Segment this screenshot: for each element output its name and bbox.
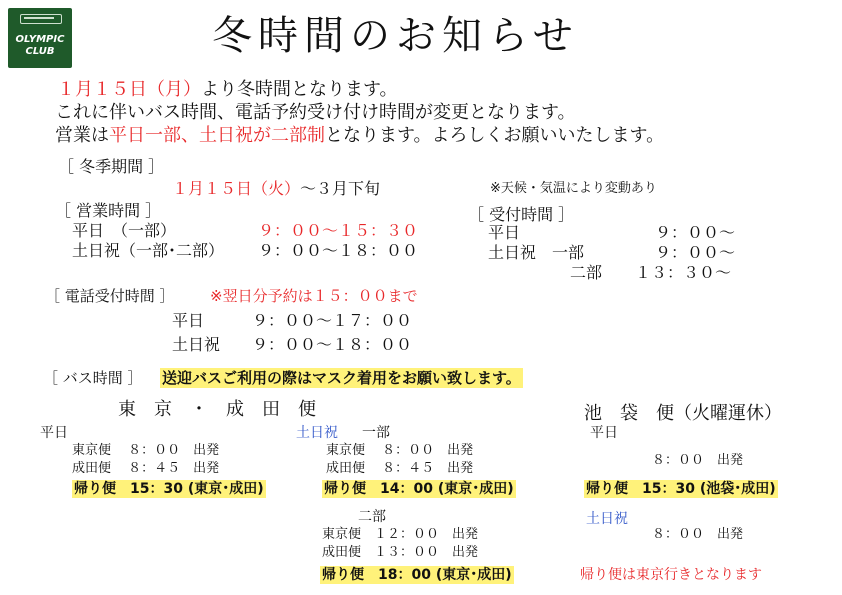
season-period <box>172 178 380 200</box>
reception-holiday-part2-label: 二部 <box>570 263 603 282</box>
tn-holiday-tokyo-departure-1: 東京便 ８：００ 出発 <box>326 443 474 458</box>
phone-weekday-time: ９：００～１７：００ <box>252 311 413 330</box>
ike-weekday-return: 帰り便 15：30 (池袋･成田) <box>586 481 776 497</box>
business-weekday-label: 平日 （一部） <box>72 221 177 240</box>
ike-holiday-label: 土日祝 <box>586 511 628 527</box>
reception-holiday-part1-time: ９：００～ <box>655 243 736 262</box>
bus-hours-label: ［ バス時間 ］ <box>43 369 143 387</box>
tn-holiday-part2-label: 二部 <box>358 509 386 525</box>
tn-weekday-label: 平日 <box>40 425 68 441</box>
phone-weekday-label: 平日 <box>172 311 205 330</box>
intro-line2: これに伴いバス時間、電話予約受け付け時間が変更となります。 <box>55 102 576 123</box>
phone-holiday-time: ９：００～１８：００ <box>252 335 413 354</box>
business-holiday-label: 土日祝（一部･二部） <box>72 241 225 260</box>
tn-holiday-narita-departure-2: 成田便 １３：００ 出発 <box>322 545 479 560</box>
ike-weekday-label: 平日 <box>590 425 618 441</box>
season-end: ～３月下旬 <box>300 179 381 198</box>
olympic-club-logo <box>8 8 72 68</box>
business-holiday-time: ９：００～１８：００ <box>258 241 419 260</box>
reception-weekday-label: 平日 <box>488 223 521 242</box>
tn-holiday-tokyo-departure-2: 東京便 １２：００ 出発 <box>322 527 479 542</box>
ike-return-note: 帰り便は東京行きとなります <box>580 567 762 583</box>
phone-next-day-note: ※翌日分予約は１５：００まで <box>210 287 418 305</box>
mask-notice: 送迎バスご利用の際はマスク着用をお願い致します。 <box>162 369 521 387</box>
ike-holiday-departure: ８：００ 出発 <box>652 527 744 542</box>
tn-holiday-label: 土日祝 <box>296 425 338 441</box>
intro-line1 <box>57 78 398 102</box>
reception-hours-label: ［ 受付時間 ］ <box>468 205 575 224</box>
intro-line3-highlight: 平日一部、土日祝が二部制 <box>109 125 325 146</box>
tn-weekday-return: 帰り便 15：30 (東京･成田) <box>74 481 264 497</box>
tn-holiday-narita-departure-1: 成田便 ８：４５ 出発 <box>326 461 474 476</box>
page-title: 冬時間のお知らせ <box>212 13 579 59</box>
season-start: １月１５日（火） <box>172 179 301 198</box>
bus-icon <box>20 14 62 24</box>
reception-holiday-label: 土日祝 一部 <box>488 243 585 262</box>
intro-line3 <box>55 124 664 148</box>
season-note: ※天候・気温により変動あり <box>490 181 657 196</box>
tn-holiday-part1-label: 一部 <box>362 425 390 441</box>
tn-weekday-tokyo-departure: 東京便 ８：００ 出発 <box>72 443 220 458</box>
ike-weekday-departure: ８：００ 出発 <box>652 453 744 468</box>
business-weekday-time: ９：００～１５：３０ <box>258 221 419 240</box>
intro-line3-a: 営業は <box>55 125 109 146</box>
ikebukuro-heading: 池 袋 便（火曜運休） <box>584 403 782 424</box>
logo-text-line1: OLYMPIC <box>15 34 65 45</box>
phone-hours-label: ［ 電話受付時間 ］ <box>45 287 175 305</box>
business-hours-label: ［ 営業時間 ］ <box>55 201 162 220</box>
logo-text-line2: CLUB <box>25 46 55 57</box>
intro-line3-b: となります。よろしくお願いいたします。 <box>325 125 665 146</box>
tn-holiday-return-2: 帰り便 18：00 (東京･成田) <box>322 567 512 583</box>
reception-weekday-time: ９：００～ <box>655 223 736 242</box>
intro-date: １月１５日（月） <box>57 79 201 100</box>
tn-weekday-narita-departure: 成田便 ８：４５ 出発 <box>72 461 220 476</box>
reception-holiday-part2-time: １３：３０～ <box>635 263 732 282</box>
intro-line1-text: より冬時間となります。 <box>201 79 398 100</box>
tokyo-narita-heading: 東 京 ・ 成 田 便 <box>118 399 316 420</box>
tn-holiday-return-1: 帰り便 14：00 (東京･成田) <box>324 481 514 497</box>
season-label: ［ 冬季期間 ］ <box>58 157 165 176</box>
phone-holiday-label: 土日祝 <box>172 335 221 354</box>
